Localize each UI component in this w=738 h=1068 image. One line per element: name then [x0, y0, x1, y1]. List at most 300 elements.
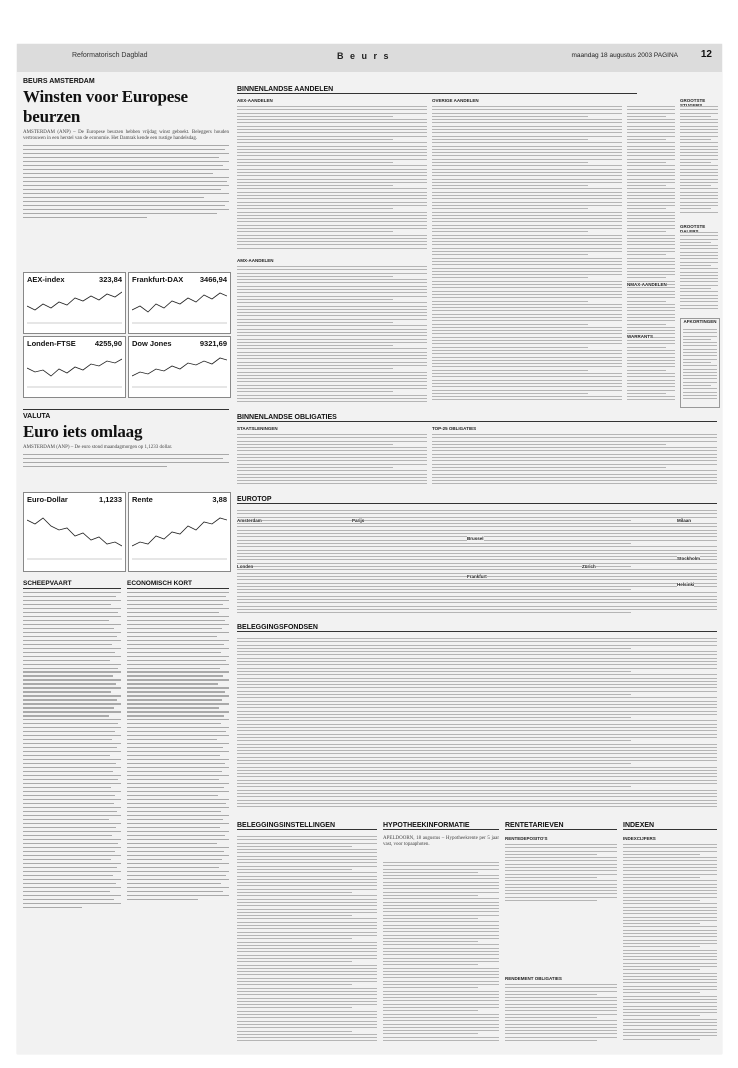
table-row — [237, 994, 377, 995]
newspaper-page — [17, 44, 722, 1054]
table-row — [237, 381, 427, 382]
table-row — [505, 854, 597, 855]
aandelen-title: BINNENLANDSE AANDELEN — [237, 86, 637, 94]
table-row — [432, 399, 622, 400]
table-row — [627, 327, 675, 328]
table-row — [627, 244, 675, 245]
table-row — [237, 602, 717, 603]
table-row — [237, 202, 427, 203]
table-row — [383, 898, 499, 899]
table-row — [432, 162, 588, 163]
table-row — [237, 948, 377, 949]
table-row — [237, 434, 427, 435]
table-row — [383, 984, 499, 985]
table-row — [432, 281, 622, 282]
table-row — [237, 899, 377, 900]
table-row — [623, 976, 717, 977]
table-row — [237, 674, 717, 675]
staatsleningen-head: STAATSLENINGEN — [237, 426, 278, 431]
table-row — [383, 875, 499, 876]
table-row — [383, 925, 499, 926]
table-row — [237, 988, 377, 989]
table-row — [237, 661, 717, 662]
table-row — [237, 1031, 352, 1032]
table-row — [680, 113, 718, 114]
table-row — [627, 390, 675, 391]
table-row — [237, 474, 427, 475]
aex-aandelen-table — [237, 106, 427, 254]
table-row — [623, 953, 717, 954]
table-row — [237, 266, 427, 267]
table-row — [505, 893, 617, 894]
afkortingen-head: AFKORTINGEN — [683, 319, 717, 324]
table-row — [237, 136, 427, 137]
table-row — [383, 981, 499, 982]
eurotop-table — [237, 510, 717, 616]
table-row — [623, 936, 717, 937]
table-row — [627, 231, 666, 232]
newspaper-name: Reformatorisch Dagblad — [72, 52, 148, 59]
table-row — [432, 480, 717, 481]
table-row — [627, 324, 666, 325]
indexen-table — [623, 844, 717, 1044]
table-row — [627, 396, 675, 397]
eurotop-market-6: Milaan — [677, 518, 692, 523]
table-row — [383, 1017, 499, 1018]
table-row — [237, 179, 427, 180]
table-row — [432, 314, 622, 315]
table-row — [237, 152, 427, 153]
table-row — [680, 192, 718, 193]
table-row — [237, 998, 377, 999]
table-row — [237, 352, 427, 353]
table-row — [623, 893, 717, 894]
table-row — [623, 933, 717, 934]
table-row — [680, 142, 718, 143]
beurs-article — [23, 78, 229, 221]
table-row — [383, 921, 499, 922]
table-row — [237, 1040, 377, 1041]
table-row — [237, 306, 427, 307]
table-row — [683, 382, 717, 383]
table-row — [237, 892, 352, 893]
table-row — [237, 938, 352, 939]
table-row — [432, 366, 622, 367]
table-row — [237, 836, 377, 837]
table-row — [623, 963, 717, 964]
dowjones-value: 9321,69 — [199, 339, 227, 348]
table-row — [432, 231, 588, 232]
table-row — [237, 286, 427, 287]
table-row — [237, 609, 717, 610]
table-row — [683, 369, 717, 370]
table-row — [237, 671, 631, 672]
table-row — [383, 948, 499, 949]
table-row — [237, 707, 717, 708]
table-row — [237, 668, 717, 669]
table-row — [237, 606, 717, 607]
table-row — [237, 786, 631, 787]
table-row — [627, 254, 666, 255]
table-row — [383, 944, 499, 945]
table-row — [237, 942, 377, 943]
table-row — [505, 844, 617, 845]
table-row — [623, 910, 717, 911]
table-row — [383, 931, 499, 932]
table-row — [680, 212, 718, 213]
table-row — [237, 129, 427, 130]
table-row — [237, 526, 717, 527]
table-row — [623, 923, 700, 924]
table-row — [627, 132, 675, 133]
eurotop-title: EUROTOP — [237, 496, 717, 504]
table-row — [680, 288, 711, 289]
table-row — [237, 169, 427, 170]
table-row — [627, 192, 675, 193]
table-row — [383, 977, 499, 978]
table-row — [383, 971, 499, 972]
table-row — [627, 393, 666, 394]
amx-aandelen-table — [237, 266, 427, 406]
table-row — [680, 239, 718, 240]
table-row — [680, 159, 718, 160]
table-row — [623, 864, 717, 865]
table-row — [237, 583, 717, 584]
table-row — [627, 373, 675, 374]
table-row — [237, 684, 717, 685]
beurs-headline: Winsten voor Europese beurzen — [23, 87, 188, 126]
eurotop-market-8: Helsinki — [677, 582, 695, 587]
table-row — [680, 202, 718, 203]
table-row — [237, 228, 427, 229]
table-row — [383, 915, 499, 916]
aex-line — [27, 286, 122, 324]
table-row — [237, 895, 377, 896]
table-row — [627, 126, 675, 127]
table-row — [432, 109, 622, 110]
indexen-title: INDEXEN — [623, 822, 717, 830]
table-row — [237, 793, 717, 794]
eurotop-market-4: Frankfurt — [467, 574, 487, 579]
table-row — [237, 658, 717, 659]
fondsen-title: BELEGGINGSFONDSEN — [237, 624, 717, 632]
table-row — [237, 654, 717, 655]
beurs-lead: AMSTERDAM (ANP) – De Europese beurzen hebben vrijdag winst geboekt. Beleggers houden vertrouwen in een herstel van de economie. Het Damrak kende een rustige handelsdag. — [23, 130, 229, 141]
table-row — [623, 926, 717, 927]
table-row — [432, 333, 622, 334]
rentetarieven-title: RENTETARIEVEN — [505, 822, 617, 830]
staatsleningen-table — [237, 434, 427, 490]
table-row — [627, 248, 675, 249]
table-row — [237, 586, 717, 587]
table-row — [237, 444, 393, 445]
table-row — [237, 342, 427, 343]
table-row — [505, 874, 617, 875]
table-row — [237, 932, 377, 933]
table-row — [383, 865, 499, 866]
table-row — [237, 325, 427, 326]
table-row — [623, 844, 717, 845]
rendement-head: RENDEMENT OBLIGATIES — [505, 976, 562, 981]
table-row — [627, 139, 666, 140]
table-row — [432, 241, 622, 242]
table-row — [237, 909, 377, 910]
table-row — [237, 543, 631, 544]
table-row — [432, 235, 622, 236]
table-row — [623, 1015, 700, 1016]
table-row — [627, 195, 675, 196]
table-row — [627, 106, 675, 107]
table-row — [237, 596, 717, 597]
instellingen-title: BELEGGINGSINSTELLINGEN — [237, 822, 377, 830]
table-row — [237, 859, 377, 860]
table-row — [237, 645, 717, 646]
table-row — [683, 362, 711, 363]
table-row — [237, 530, 717, 531]
table-row — [683, 342, 717, 343]
table-row — [237, 971, 377, 972]
table-row — [237, 648, 631, 649]
table-row — [432, 126, 622, 127]
table-row — [237, 869, 352, 870]
table-row — [623, 979, 717, 980]
table-row — [383, 987, 478, 988]
table-row — [680, 258, 718, 259]
table-row — [237, 241, 427, 242]
table-row — [680, 205, 718, 206]
table-row — [383, 941, 478, 942]
table-row — [627, 122, 675, 123]
table-row — [237, 770, 717, 771]
table-row — [383, 1007, 499, 1008]
table-row — [623, 903, 717, 904]
table-row — [680, 185, 711, 186]
table-row — [680, 295, 718, 296]
table-row — [383, 888, 499, 889]
table-row — [627, 297, 675, 298]
valuta-kicker: VALUTA — [23, 413, 51, 420]
table-row — [432, 324, 588, 325]
table-row — [432, 360, 622, 361]
table-row — [237, 783, 717, 784]
table-row — [237, 1037, 377, 1038]
eurotop-market-7: Stockholm — [677, 556, 701, 561]
table-row — [683, 336, 717, 337]
table-row — [505, 877, 597, 878]
table-row — [623, 966, 717, 967]
table-row — [237, 146, 427, 147]
table-row — [680, 149, 718, 150]
table-row — [505, 1017, 597, 1018]
table-row — [237, 467, 393, 468]
table-row — [237, 1007, 352, 1008]
table-row — [432, 268, 622, 269]
table-row — [383, 961, 499, 962]
table-row — [623, 999, 717, 1000]
table-row — [432, 248, 622, 249]
table-row — [432, 116, 588, 117]
table-row — [505, 1037, 617, 1038]
table-row — [237, 753, 717, 754]
table-row — [237, 182, 427, 183]
table-row — [680, 162, 711, 163]
table-row — [237, 339, 427, 340]
table-row — [680, 198, 718, 199]
table-row — [237, 109, 427, 110]
table-row — [237, 889, 377, 890]
table-row — [680, 172, 718, 173]
table-row — [237, 763, 631, 764]
table-row — [505, 1033, 617, 1034]
table-row — [683, 339, 711, 340]
ftse-value: 4255,90 — [94, 339, 122, 348]
eurotop-market-5: Zürich — [582, 564, 596, 569]
table-row — [237, 292, 427, 293]
table-row — [237, 231, 393, 232]
table-row — [683, 392, 717, 393]
table-row — [432, 393, 588, 394]
table-row — [237, 378, 427, 379]
stijgers-table — [680, 106, 718, 216]
table-row — [627, 307, 675, 308]
table-row — [237, 235, 427, 236]
table-row — [432, 310, 622, 311]
table-row — [432, 218, 622, 219]
table-row — [237, 843, 377, 844]
table-row — [680, 109, 718, 110]
instellingen-table — [237, 836, 377, 1046]
table-row — [237, 1011, 377, 1012]
table-row — [432, 444, 666, 445]
table-row — [432, 271, 622, 272]
table-row — [680, 155, 718, 156]
table-row — [237, 803, 717, 804]
table-row — [237, 734, 717, 735]
table-row — [383, 1024, 499, 1025]
table-row — [432, 195, 622, 196]
table-row — [505, 900, 597, 901]
table-row — [237, 441, 427, 442]
table-row — [432, 155, 622, 156]
table-row — [627, 261, 675, 262]
table-row — [237, 876, 377, 877]
table-row — [432, 386, 622, 387]
table-row — [237, 447, 427, 448]
table-row — [237, 701, 717, 702]
table-row — [683, 329, 717, 330]
table-row — [432, 454, 717, 455]
table-row — [432, 142, 622, 143]
table-row — [623, 1025, 717, 1026]
table-row — [680, 119, 718, 120]
table-row — [237, 691, 717, 692]
table-row — [505, 1000, 617, 1001]
table-row — [683, 388, 717, 389]
table-row — [237, 269, 427, 270]
warrants-head: WARRANTS — [627, 334, 653, 339]
table-row — [237, 368, 393, 369]
table-row — [237, 185, 393, 186]
dowjones-line — [132, 350, 227, 388]
table-row — [432, 477, 717, 478]
table-row — [237, 162, 393, 163]
table-row — [627, 162, 666, 163]
table-row — [237, 126, 427, 127]
table-row — [683, 345, 717, 346]
table-row — [627, 363, 675, 364]
table-row — [237, 714, 717, 715]
table-row — [623, 996, 717, 997]
table-row — [237, 556, 717, 557]
table-row — [505, 857, 617, 858]
table-row — [623, 913, 717, 914]
table-row — [237, 638, 717, 639]
table-row — [623, 897, 717, 898]
table-row — [432, 198, 622, 199]
table-row — [383, 882, 499, 883]
table-row — [237, 984, 352, 985]
table-row — [237, 664, 717, 665]
table-row — [383, 974, 499, 975]
table-row — [237, 592, 717, 593]
table-row — [627, 159, 675, 160]
table-row — [627, 350, 675, 351]
table-row — [383, 997, 499, 998]
table-row — [680, 179, 718, 180]
table-row — [237, 800, 717, 801]
table-row — [627, 291, 675, 292]
table-row — [627, 149, 675, 150]
table-row — [237, 395, 427, 396]
table-row — [627, 320, 675, 321]
table-row — [237, 225, 427, 226]
obligaties-title: BINNENLANDSE OBLIGATIES — [237, 414, 717, 422]
table-row — [505, 1040, 597, 1041]
table-row — [383, 1004, 499, 1005]
table-row — [237, 767, 717, 768]
table-row — [237, 520, 631, 521]
table-row — [383, 1000, 499, 1001]
ftse-chart — [23, 336, 126, 398]
table-row — [432, 317, 622, 318]
ftse-label: Londen-FTSE — [27, 339, 76, 348]
table-row — [623, 946, 700, 947]
overige-aandelen-head: OVERIGE AANDELEN — [432, 98, 479, 103]
table-row — [237, 149, 427, 150]
table-row — [237, 681, 717, 682]
dax-label: Frankfurt-DAX — [132, 275, 184, 284]
table-row — [237, 730, 717, 731]
table-row — [237, 208, 393, 209]
dalers-table — [680, 232, 718, 312]
eurodollar-value: 1,1233 — [99, 495, 122, 504]
table-row — [627, 129, 675, 130]
table-row — [680, 268, 718, 269]
table-row — [237, 1034, 377, 1035]
rentedeposito-head: RENTEDEPOSITO'S — [505, 836, 548, 841]
table-row — [627, 340, 675, 341]
table-row — [237, 740, 631, 741]
table-row — [237, 212, 427, 213]
table-row — [432, 215, 622, 216]
table-row — [237, 1014, 377, 1015]
table-row — [680, 265, 711, 266]
table-row — [432, 474, 717, 475]
table-row — [237, 687, 717, 688]
table-row — [237, 566, 631, 567]
table-row — [432, 284, 622, 285]
table-row — [432, 202, 622, 203]
